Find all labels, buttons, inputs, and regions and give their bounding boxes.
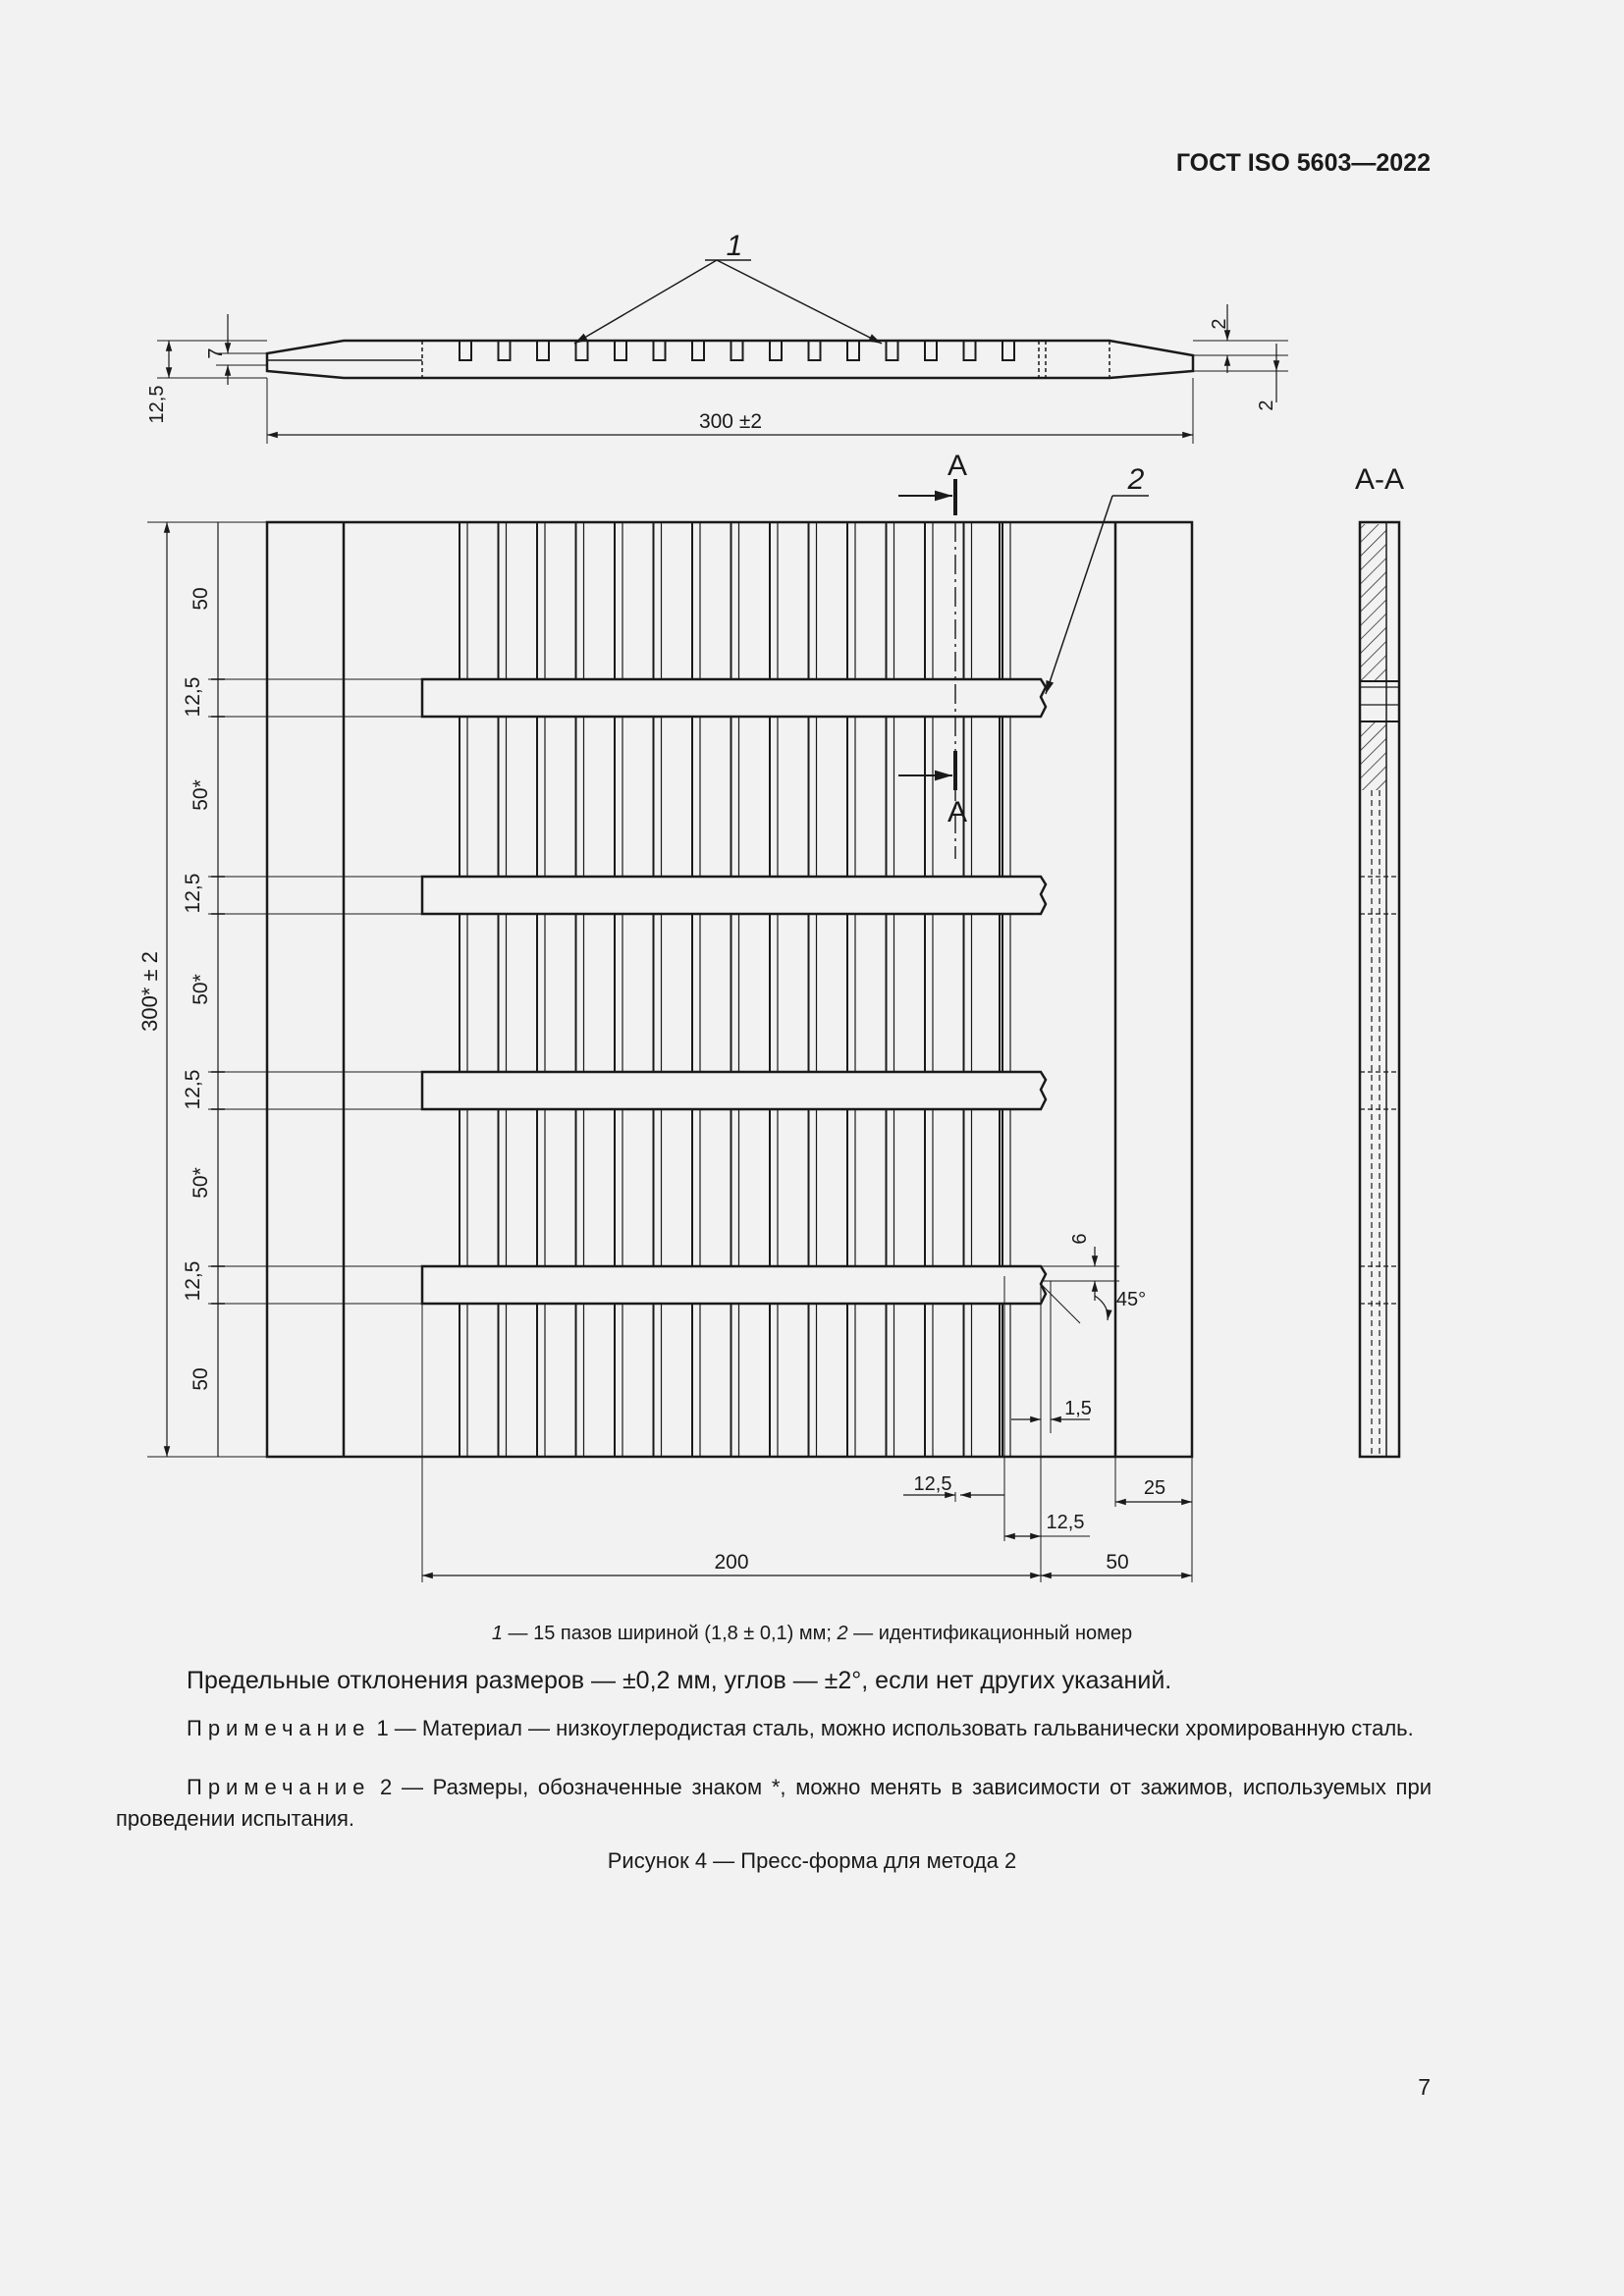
callout-2: 2 — [1127, 463, 1145, 496]
plan-view — [147, 479, 1192, 1582]
legend-text-2: — идентификационный номер — [847, 1623, 1133, 1644]
dim-v-12-5c: 12,5 — [182, 1069, 204, 1110]
page-number: 7 — [1418, 2074, 1431, 2100]
dim-v-50c: 50* — [189, 974, 212, 1005]
legend-number-1: 1 — [491, 1623, 503, 1644]
section-mark-bottom: А — [947, 796, 968, 828]
dim-v-50d: 50* — [189, 1167, 212, 1199]
dim-v-12-5b: 12,5 — [182, 873, 204, 914]
dim-v-50a: 50 — [189, 587, 212, 611]
legend-text-1: — 15 пазов шириной (1,8 ± 0,1) мм; — [502, 1623, 838, 1644]
groove-lines — [460, 522, 1010, 1457]
dim-v-50e: 50 — [189, 1367, 212, 1391]
legend-number-2: 2 — [837, 1623, 848, 1644]
dim-top-2b: 2 — [1256, 400, 1277, 411]
note-2-label: Примечание — [187, 1775, 371, 1799]
note-1-text: 1 — Материал — низкоуглеродистая сталь, можно использовать гальванически хромированную сталь. — [370, 1716, 1414, 1740]
note-1-label: Примечание — [187, 1716, 371, 1740]
figure-legend — [0, 1623, 1624, 1645]
dim-v-50b: 50* — [189, 779, 212, 811]
note-2-text: 2 — Размеры, обозначенные знаком *, можно менять в зависимости от зажимов, используемых при проведении испытания. — [116, 1775, 1432, 1831]
dim-12-5-b: 12,5 — [1046, 1512, 1085, 1533]
section-view-title: А-А — [1354, 463, 1405, 496]
figure-caption: Рисунок 4 — Пресс-форма для метода 2 — [607, 1848, 1017, 1873]
note-1 — [116, 1713, 1432, 1744]
plate-outline — [267, 522, 1192, 1457]
callout-1: 1 — [726, 230, 743, 262]
dim-50: 50 — [1106, 1551, 1129, 1574]
tolerance-statement: Предельные отклонения размеров — ±0,2 мм, углов — ±2°, если нет других указаний. — [187, 1667, 1172, 1694]
document-code: ГОСТ ISO 5603—2022 — [1175, 149, 1431, 177]
dim-6: 6 — [1069, 1233, 1091, 1245]
dim-top-7: 7 — [205, 347, 227, 359]
clamp-bars — [422, 679, 1046, 1304]
dim-1-5: 1,5 — [1064, 1398, 1092, 1419]
section-mark-top: А — [947, 450, 968, 482]
dim-12-5-a: 12,5 — [913, 1473, 952, 1495]
dim-25: 25 — [1143, 1477, 1166, 1499]
groove-profile — [422, 341, 1039, 360]
dim-200: 200 — [714, 1551, 749, 1574]
dim-top-12-5: 12,5 — [146, 385, 168, 424]
dim-v-12-5a: 12,5 — [182, 676, 204, 718]
dim-45: 45° — [1115, 1289, 1147, 1310]
dim-v-total: 300* ± 2 — [137, 951, 162, 1032]
dim-top-2a: 2 — [1209, 318, 1230, 330]
section-view — [1360, 522, 1399, 1457]
note-2 — [116, 1772, 1432, 1835]
dim-top-300: 300 ±2 — [698, 410, 763, 433]
dim-v-12-5d: 12,5 — [182, 1260, 204, 1302]
